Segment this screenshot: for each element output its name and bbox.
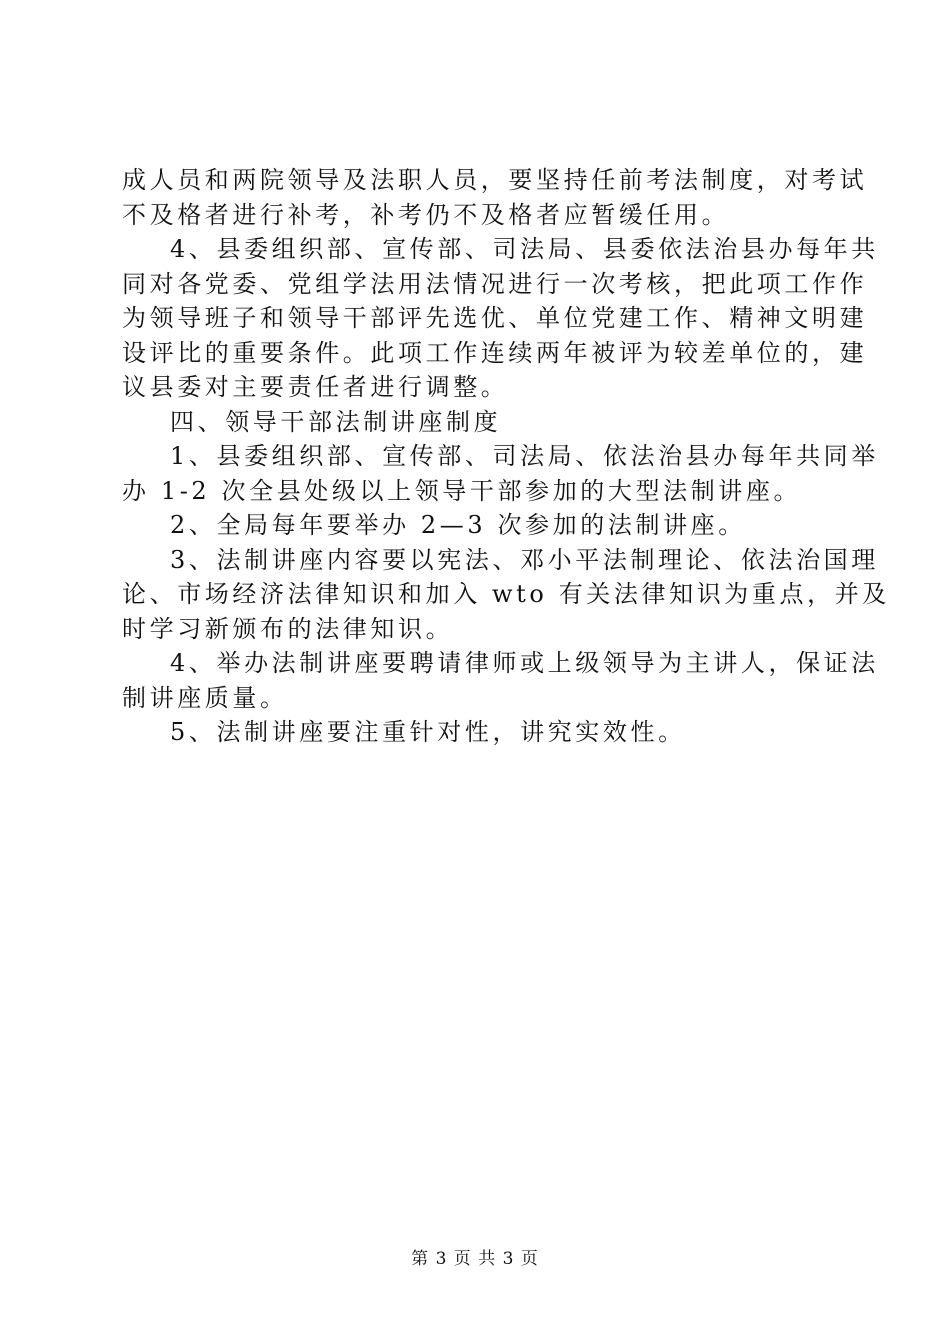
text-line: 2、全局每年要举办 2—3 次参加的法制讲座。 [170,511,746,539]
document-body [122,163,890,750]
paragraph-item-3 [122,543,890,647]
page-footer [0,1244,950,1269]
paragraph-item-2 [122,508,832,543]
text-line: 4、县委组织部、宣传部、司法局、县委依法治县办每年共 [170,235,879,263]
text-line: 4、举办法制讲座要聘请律师或上级领导为主讲人，保证法 [170,649,879,677]
text-line: 时学习新颁布的法律知识。 [122,614,454,643]
text-line: 不及格者进行补考，补考仍不及格者应暂缓任用。 [122,200,730,229]
text-line: 议县委对主要责任者进行调整。 [122,373,509,401]
text-line: 设评比的重要条件。此项工作连续两年被评为较差单位的，建 [122,338,868,367]
paragraph-item-1 [122,439,879,508]
text-line: 制讲座质量。 [122,683,288,712]
section-heading-text: 四、领导干部法制讲座制度 [170,407,502,436]
text-line: 同对各党委、党组学法用法情况进行一次考核，把此项工作作 [122,269,868,298]
text-line: 成人员和两院领导及法职人员，要坚持任前考法制度，对考试 [122,166,868,194]
page-number-label: 第 3 页 共 3 页 [411,1249,539,1269]
paragraph-item-5 [122,715,832,750]
paragraph-item-4 [122,232,879,405]
text-line: 论、市场经济法律知识和加入 wto 有关法律知识为重点，并及 [122,580,890,608]
text-line: 3、法制讲座内容要以宪法、邓小平法制理论、依法治国理 [170,545,879,574]
section-heading [122,405,832,440]
text-line: 1、县委组织部、宣传部、司法局、依法治县办每年共同举 [170,442,879,470]
paragraph-continuation [122,163,868,232]
text-line: 为领导班子和领导干部评先选优、单位党建工作、精神文明建 [122,304,868,332]
text-line: 办 1-2 次全县处级以上领导干部参加的大型法制讲座。 [122,476,802,505]
paragraph-item-4b [122,646,879,715]
text-line: 5、法制讲座要注重针对性，讲究实效性。 [170,718,686,746]
